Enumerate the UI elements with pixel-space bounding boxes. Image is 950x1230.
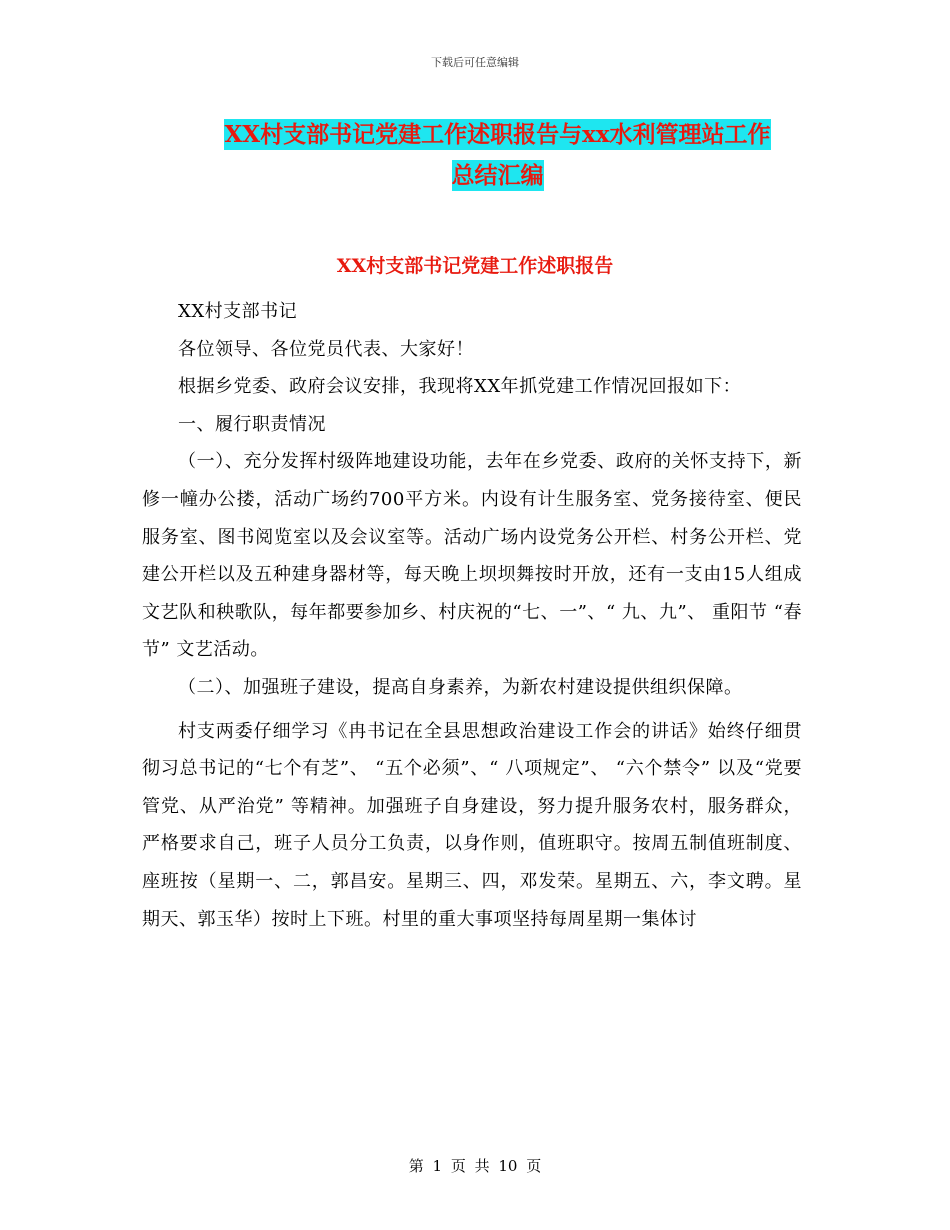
paragraph-greeting: 各位领导、各位党员代表、大家好！	[178, 338, 474, 360]
section-title: XX村支部书记党建工作述职报告	[336, 255, 614, 277]
paragraph-heading-duties: 一、履行职责情况	[178, 413, 326, 435]
document-title-line2: 总结汇编	[451, 162, 544, 189]
paragraph-intro: 根据乡党委、政府会议安排，我现将XX年抓党建工作情况回报如下：	[178, 376, 742, 398]
document-title	[140, 114, 855, 196]
document-title-line1: XX村支部书记党建工作述职报告与xx水利管理站工作	[224, 121, 771, 148]
paragraph-study: 村支两委仔细学习《冉书记在全县思想政治建设工作会的讲话》始终仔细贯彻习总书记的“七个有芝”、 “五个必须”、“ 八项规定”、 “六个禁令” 以及“党要管党、从严治党” 等精神。加强班子自身建设，努力提升服务农村，服务群众，严格要求自己，班子人员分工负责，以身作则，值班职守。按周五制值班制度、座班按（星期一、二，郭昌安。星期三、四，邓发荣。星期五、六，李文聘。星期天、郭玉华）按时上下班。村里的重大事项坚持每周星期一集体讨	[142, 720, 802, 930]
paragraph-addressee: XX村支部书记	[178, 301, 298, 322]
header-note: 下载后可任意编辑	[431, 56, 519, 69]
page-footer: 第 1 页 共 10 页	[408, 1157, 542, 1175]
paragraph-item-1: （一）、充分发挥村级阵地建设功能，去年在乡党委、政府的关怀支持下，新修一幢办公搂，活动广场约700平方米。内设有计生服务室、党务接待室、便民服务室、图书阅览室以及会议室等。活动广场内设党务公开栏、村务公开栏、党建公开栏以及五种建身器材等，每天晚上坝坝舞按时开放，还有一支由15人组成文艺队和秧歌队，每年都要参加乡、村庆祝的“七、一”、“ 九、九”、 重阳节 “春节” 文艺活动。	[142, 451, 802, 661]
paragraph-item-2: （二）、加强班子建设，提高自身素养，为新农村建设提供组织保障。	[178, 676, 743, 698]
body-text	[142, 293, 802, 938]
